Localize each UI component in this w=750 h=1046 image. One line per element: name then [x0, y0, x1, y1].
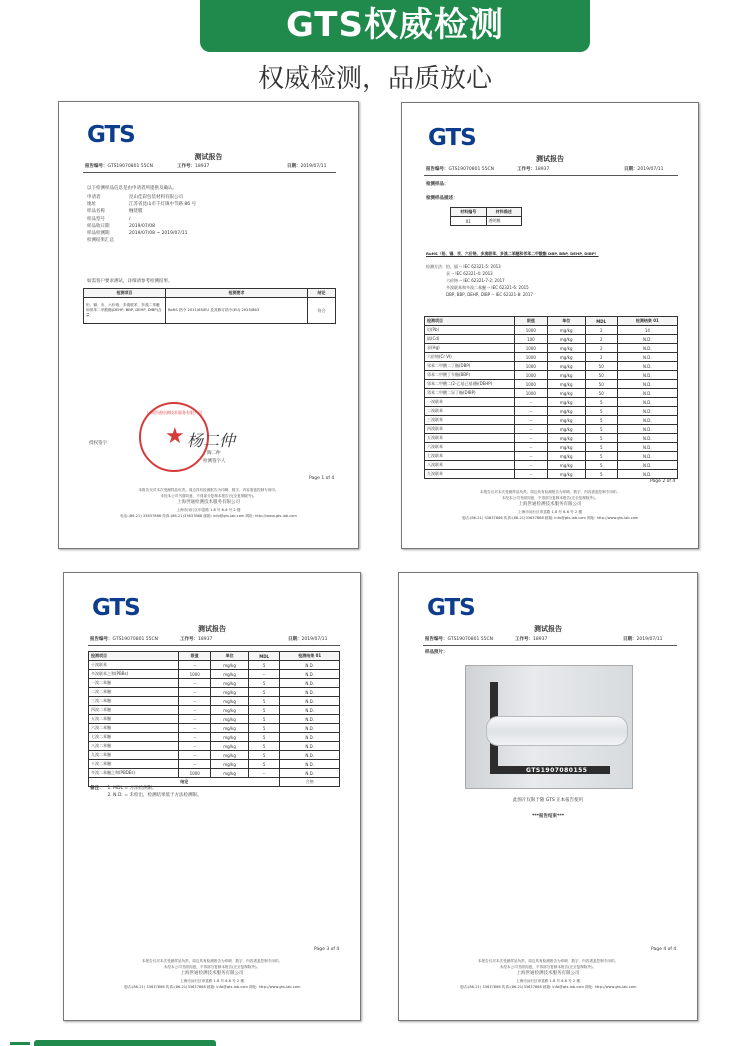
page-number: Page 1 of 4: [309, 476, 335, 481]
work-number: 工作号：18937: [177, 164, 210, 169]
table-row: 多溴联苯之和(PBBs) 1000 mg/kg -- N.D.: [89, 670, 340, 679]
field-row: 样品收日期 2019/07/08: [87, 223, 155, 229]
page-number: Page 2 of 4: [650, 479, 676, 484]
table-row: 五溴二苯醚 -- mg/kg 5 N.D.: [89, 715, 340, 724]
gts-logo: GTS: [428, 125, 476, 151]
table-row: 七溴联苯 -- mg/kg 5 N.D.: [425, 452, 678, 461]
table-header: 检测项目: [84, 289, 166, 298]
sample-photo-label: 样品照片：: [425, 650, 448, 655]
gts-logo: GTS: [427, 595, 475, 621]
table-row: 镉(Cd) 100 mg/kg 2 N.D.: [425, 335, 678, 344]
work-number: 工作号：18937: [515, 637, 548, 642]
test-sample-label: 检测样品：: [426, 182, 449, 187]
table-row: 铅、镉、汞、六价铬、多溴联苯、多溴二苯醚和邻苯二甲酸酯(DEHP, BBP, DEHP, DIBP)含量 RoHS 指令 2011/65/EU 及其修订指令(EU) 2015/863 符合: [84, 298, 336, 324]
table-row: 四溴二苯醚 -- mg/kg 5 N.D.: [89, 706, 340, 715]
banner-title: GTS权威检测: [286, 5, 504, 45]
table-row: 多溴二苯醚之和(PBDEs) 1000 mg/kg -- N.D.: [89, 769, 340, 778]
summary-row: 结论 合格: [89, 778, 340, 787]
table-row: 九溴联苯 -- mg/kg 5 N.D.: [425, 470, 678, 479]
field-row: 样品名称 缠绕膜: [87, 209, 143, 215]
report-date: 日期：2019/07/11: [623, 637, 663, 642]
sample-photo: [465, 665, 633, 789]
official-stamp: 上海世通检测技术服务有限公司 ★: [139, 402, 209, 472]
sample-id-tag: GTS1907080155: [526, 767, 588, 774]
note-text: 如需客户要求测试，详细请参考检测结果。: [87, 279, 173, 284]
table-row: 邻苯二甲酸二(2-乙基己基)酯(DEHP) 1000 mg/kg 50 N.D.: [425, 380, 678, 389]
report-number: 报告编号：GTS19070801 55CN: [426, 167, 495, 172]
sample-field-list: [87, 194, 196, 244]
sample-table: 材料编号 材料描述 01 透明膜: [450, 207, 522, 226]
table-row: 邻苯二甲酸二丁酯(DBP) 1000 mg/kg 50 N.D.: [425, 362, 678, 371]
gts-logo: GTS: [92, 595, 140, 621]
table-header: 检测结果 01: [617, 317, 677, 326]
table-header: 检测项目: [89, 652, 179, 661]
table-header: 检测要求: [166, 289, 308, 298]
table-header: 单位: [547, 317, 585, 326]
bottom-decoration-dash: [10, 1042, 30, 1045]
table-row: 九溴二苯醚 -- mg/kg 5 N.D.: [89, 751, 340, 760]
report-date: 日期：2019/07/11: [287, 164, 327, 169]
table-row: 二溴二苯醚 -- mg/kg 5 N.D.: [89, 688, 340, 697]
report-date: 日期：2019/07/11: [288, 637, 328, 642]
signer-label: 授权签字：: [89, 441, 112, 446]
intro-text: 以下检测样品信息是由申请者所提供及确认。: [87, 186, 177, 191]
table-header: 检测结果 01: [280, 652, 340, 661]
table-row: 七溴二苯醚 -- mg/kg 5 N.D.: [89, 733, 340, 742]
signer-title: 检测签字人: [203, 459, 226, 464]
table-row: 六溴二苯醚 -- mg/kg 5 N.D.: [89, 724, 340, 733]
sample-desc-label: 检测样品描述：: [426, 196, 458, 201]
summary-table: [83, 288, 336, 324]
table-header: MDL: [248, 652, 280, 661]
work-number: 工作号：18937: [517, 167, 550, 172]
table-row: 汞(Hg) 1000 mg/kg 2 N.D.: [425, 344, 678, 353]
table-row: 十溴二苯醚 -- mg/kg 5 N.D.: [89, 760, 340, 769]
table-row: 一溴二苯醚 -- mg/kg 5 N.D.: [89, 679, 340, 688]
header-rule: [83, 172, 336, 173]
page-number: Page 3 of 4: [314, 947, 340, 952]
report-footer: 本报告仅对本次受测样品负责。周边具有检测报告为印刷、数字、内容需盖控制专用印。 未经本公司书面同意，不得部分复制本报告(完全复制除外)。 上海世通检测技术服务有限公司 上海市闵行区申富路 1.8 号 6-6 号 2 楼 电话:(86-21) 33637866 传真:(86-21)33637868 邮箱: info@gts-lab.com 网址: http://www.gts-lab.com: [123, 959, 301, 989]
table-row: 二溴联苯 -- mg/kg 5 N.D.: [425, 407, 678, 416]
table-row: 八溴二苯醚 -- mg/kg 5 N.D.: [89, 742, 340, 751]
report-title: 测试报告: [198, 625, 226, 633]
star-icon: ★: [165, 424, 185, 449]
field-row: 检测结果汇总: [87, 238, 114, 244]
table-row: 三溴联苯 -- mg/kg 5 N.D.: [425, 416, 678, 425]
report-date: 日期：2019/07/11: [624, 167, 664, 172]
header-rule: [424, 175, 678, 176]
table-row: 五溴联苯 -- mg/kg 5 N.D.: [425, 434, 678, 443]
table-row: 三溴二苯醚 -- mg/kg 5 N.D.: [89, 697, 340, 706]
report-title: 测试报告: [194, 153, 223, 161]
gts-logo: GTS: [87, 122, 135, 148]
results-table: [88, 651, 340, 787]
report-page-3: [63, 572, 361, 1021]
header-rule: [423, 645, 677, 646]
film-roll: [486, 716, 628, 746]
table-row: 六溴联苯 -- mg/kg 5 N.D.: [425, 443, 678, 452]
field-row: 样品检测期 2019/07/08 ~ 2019/07/11: [87, 230, 188, 236]
page-number: Page 4 of 4: [651, 947, 677, 952]
table-row: 八溴联苯 -- mg/kg 5 N.D.: [425, 461, 678, 470]
field-row: 申请者 昆山佳彩包装材料有限公司: [87, 195, 183, 200]
table-header: MDL: [585, 317, 617, 326]
report-title: 测试报告: [534, 625, 562, 633]
table-row: 十溴联苯 -- mg/kg 5 N.D.: [89, 661, 340, 670]
bottom-decoration-bar: [34, 1040, 216, 1046]
rohs-title: RoHS（铅、镉、汞、六价铬、多溴联苯、多溴二苯醚和邻苯二甲酸酯 DBP, BBP, DEHP, DIBP）: [426, 251, 599, 256]
table-row: 一溴联苯 -- mg/kg 5 N.D.: [425, 398, 678, 407]
table-header: 单位: [211, 652, 249, 661]
report-number: 报告编号：GTS19070801 55CN: [425, 637, 494, 642]
signature: 杨二仲: [187, 431, 236, 450]
field-row: 地址 江苏省昆山市千灯镇中节路 86 号: [87, 202, 197, 208]
results-table: [424, 316, 678, 479]
table-row: 邻苯二甲酸二异丁酯(DIBP) 1000 mg/kg 50 N.D.: [425, 389, 678, 398]
report-page-2: [401, 102, 699, 549]
end-of-report: ***报告结束***: [531, 814, 565, 819]
notes: 备注： 1. MDL = 方法检测限。 2. N.D. = 未检出，检测结果低于方法检测限。: [90, 786, 202, 799]
report-title: 测试报告: [536, 155, 564, 163]
report-footer: 本报告仅对本次受测样品负责。周边具有检测报告为印刷、数字、内容需盖控制专用印。 未经本公司书面同意，不得部分复制本报告(完全复制除外)。 上海世通检测技术服务有限公司 上海市闵行区申富路 1.8 号 6-6 号 2 楼 电话:(86-21) 33637866 传真:(86-21)33637868 邮箱: info@gts-lab.com 网址: http://www.gts-lab.com: [459, 959, 637, 989]
field-row: 样品型号 /: [87, 216, 131, 222]
table-row: 01 透明膜: [451, 217, 522, 226]
table-row: 邻苯二甲酸丁苄酯(BBP) 1000 mg/kg 50 N.D.: [425, 371, 678, 380]
title-banner: [200, 0, 590, 52]
method-list: 检测方法：铅、镉 -- IEC 62321-5: 2013 汞 -- IEC 62321-4: 2013 六价铬 -- IEC 62321-7-2: 2017 多溴联苯和多溴二苯醚 -- IEC 62321-6: 2015 DBP, BBP, DEHP, DIBP -- IEC 62321-8: 2017: [426, 264, 533, 297]
photo-caption: 此图片仅限于随 GTS 正本报告使用: [512, 798, 584, 803]
table-row: 六价铬(Cr VI) 1000 mg/kg 2 N.D.: [425, 353, 678, 362]
table-header: 检测项目: [425, 317, 515, 326]
report-number: 报告编号：GTS19070801 55CN: [85, 164, 154, 169]
report-page-4: [398, 572, 698, 1021]
table-header: 限值: [515, 317, 548, 326]
report-number: 报告编号：GTS19070801 55CN: [90, 637, 159, 642]
report-footer: 本报告仅对本次受测样品负责。周边具有检测报告为印刷、数字、内容需盖控制专用印。 未经本公司书面同意，不得部分复制本报告(完全复制除外)。 上海世通检测技术服务有限公司 上海市闵行区申富路 1.8 号 6-6 号 2 楼 电话:(86-21) 33637866 传真:(86-21)33637868 邮箱: info@gts-lab.com 网址: http://www.gts-lab.com: [120, 488, 297, 518]
table-row: 铅(Pb) 1000 mg/kg 2 14: [425, 326, 678, 335]
table-header: 结论: [308, 289, 336, 298]
signer-name: 陶二仲: [207, 451, 221, 456]
report-page-1: [58, 101, 359, 549]
header-rule: [88, 645, 340, 646]
work-number: 工作号：18937: [180, 637, 213, 642]
report-footer: 本报告仅对本次受测样品负责。周边具有检测报告为印刷、数字、内容需盖控制专用印。 未经本公司书面同意，不得部分复制本报告(完全复制除外)。 上海世通检测技术服务有限公司 上海市闵行区申富路 1.8 号 6-6 号 2 楼 电话:(86-21) 33637866 传真:(86-21)33637868 邮箱: info@gts-lab.com 网址: http://www.gts-lab.com: [461, 490, 639, 520]
table-row: 四溴联苯 -- mg/kg 5 N.D.: [425, 425, 678, 434]
page-subtitle: 权威检测，品质放心: [257, 64, 492, 94]
table-header: 限值: [179, 652, 211, 661]
